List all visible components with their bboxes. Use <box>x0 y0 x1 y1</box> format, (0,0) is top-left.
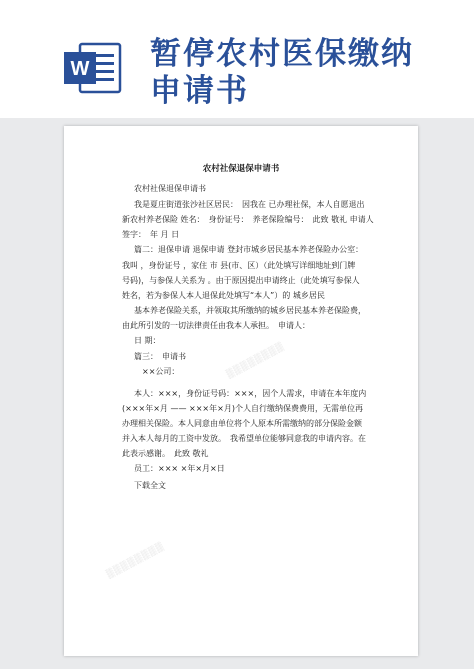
document-line: 新农村养老保险 姓名： 身份证号： 养老保险编号： 此致 敬礼 申请人 <box>122 215 374 224</box>
word-document-icon <box>62 40 124 96</box>
document-line: 并入本人每月的工资中发放。 我希望单位能够同意我的申请内容。在 <box>122 434 366 443</box>
download-full-text-link[interactable]: 下载全文 <box>134 481 166 490</box>
page-title-line-1: 暂停农村医保缴纳 <box>150 36 414 72</box>
document-line: 员工：××× ×年×月×日 <box>134 464 225 473</box>
document-line: 基本养老保险关系，并领取其所缴纳的城乡居民基本养老保险费， <box>134 306 366 315</box>
document-line: 篇三： 申请书 <box>134 352 186 361</box>
document-line: 签字： 年 月 日 <box>122 230 180 239</box>
watermark: ▒▒▒▒▒▒▒▒ <box>105 541 167 581</box>
document-line: 农村社保退保申请书 <box>134 184 206 193</box>
document-line: 本人：×××，身份证号码：×××，因个人需求，申请在本年度内 <box>134 389 367 398</box>
document-line: 日 期： <box>134 336 161 345</box>
document-line: 篇二：退保申请 退保申请 登封市城乡居民基本养老保险办公室： <box>134 245 364 254</box>
page-header <box>0 0 474 120</box>
svg-text:W: W <box>70 58 90 80</box>
document-line: 办理相关保险。本人同意由单位将个人原本所需缴纳的部分保险金额 <box>122 419 362 428</box>
document-line: ××公司： <box>142 367 180 376</box>
document-line: 号码)，与参保人关系为 。由于原因提出申请终止（此处填写参保人 <box>122 276 360 285</box>
document-line: 我叫 ，身份证号 ，家住 市 县(市、区）（此处填写详细地址到门牌 <box>122 261 356 270</box>
document-line: 我是夏庄街道张沙社区居民： 因我在 已办理社保，本人自愿退出 <box>134 200 365 209</box>
page-title-line-2: 申请书 <box>150 73 249 109</box>
document-line: 姓名，若为参保人本人退保此处填写“本人”）的 城乡居民 <box>122 291 325 300</box>
document-title: 农村社保退保申请书 <box>202 164 280 174</box>
watermark: ▒▒▒▒▒▒▒▒ <box>225 341 287 381</box>
document-page <box>64 126 418 656</box>
document-line: 由此所引发的一切法律责任由我本人承担。 申请人： <box>122 321 310 330</box>
document-line: 此表示感谢。 此致 敬礼 <box>122 449 209 458</box>
document-line: (×××年×月 —— ×××年×月)个人自行缴纳保费费用，无需单位再 <box>122 404 363 413</box>
